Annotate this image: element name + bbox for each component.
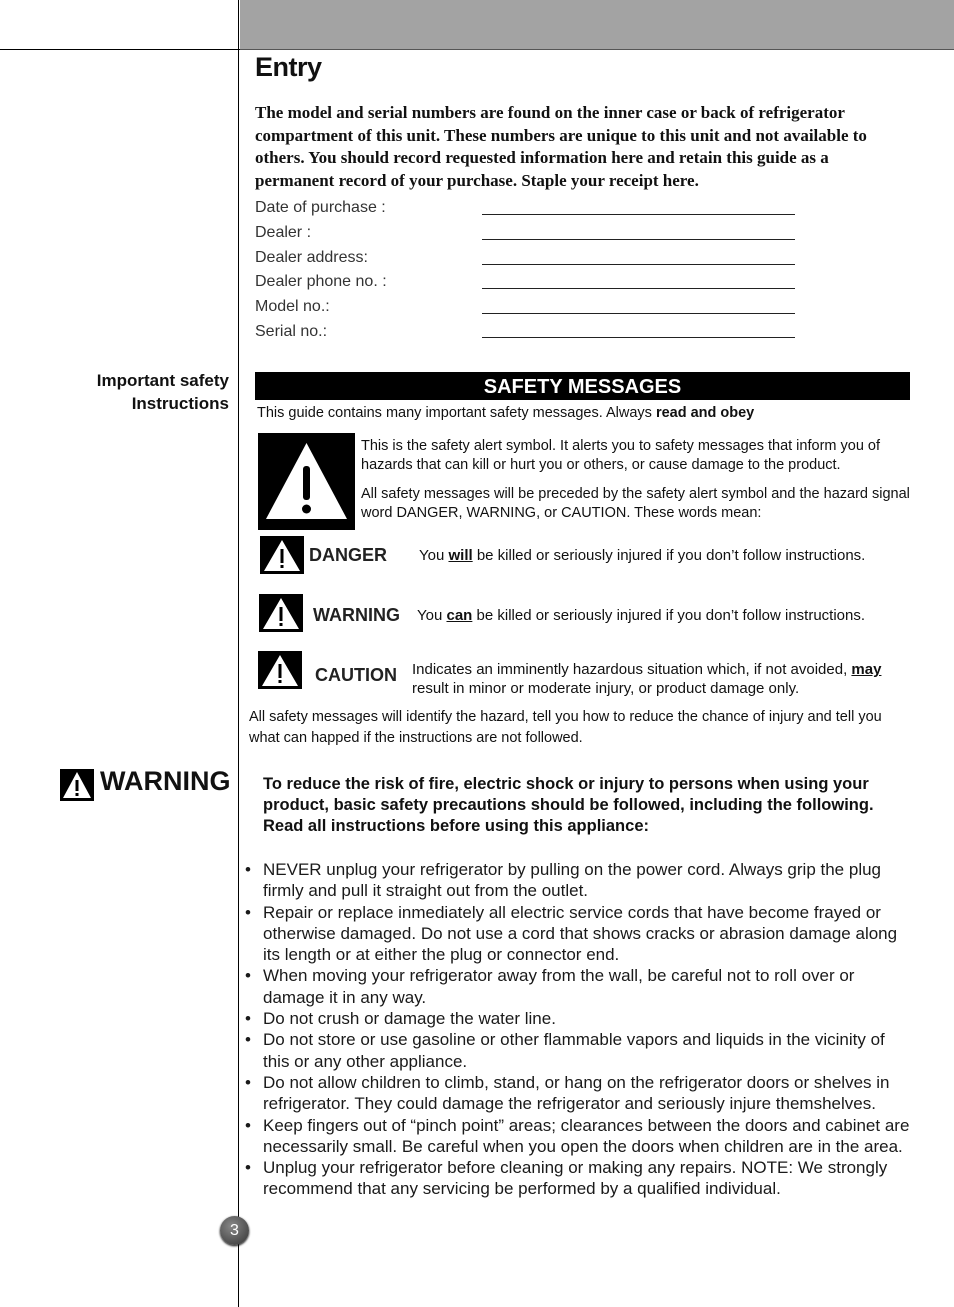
form-label-model: Model no.: [255, 298, 330, 315]
caution-post: result in minor or moderate injury, or product damage only. [412, 680, 800, 697]
sidebar-safety-line2: Instructions [131, 394, 229, 413]
danger-alert-icon [260, 536, 304, 574]
caution-description [412, 660, 892, 698]
form-label-dealer: Dealer : [255, 224, 312, 241]
danger-pre: You [419, 547, 449, 564]
danger-word: DANGER [309, 545, 388, 565]
form-line-phone [482, 288, 795, 289]
list-item [245, 859, 915, 902]
bullet-marker: • [245, 1158, 251, 1178]
bullet-marker: • [245, 1030, 251, 1050]
safety-alert-icon [258, 433, 355, 530]
header-rule [0, 49, 240, 50]
warning-intro: To reduce the risk of fire, electric shock or injury to persons when using your product, basic safety precautions should be followed, including the following. Read all instructions before using this appliance: [263, 775, 874, 835]
danger-description [419, 546, 919, 565]
safety-subtitle [257, 405, 754, 421]
warning-heading-icon [60, 769, 94, 801]
intro-paragraph: The model and serial numbers are found on the inner case or back of refrigerator compartment of this unit. These numbers are unique to this unit and not available to others. You should record requested information here and retain this guide as a permanent record of your purchase. Staple your receipt here. [255, 103, 867, 190]
list-item [245, 1157, 915, 1200]
page-number-badge: 3 [220, 1216, 249, 1245]
list-item-text: Do not crush or damage the water line. [263, 1009, 556, 1029]
list-item-text: Keep fingers out of “pinch point” areas; clearances between the doors and cabinet are necessarily small. Be careful when you open the doors when children are in the area. [263, 1115, 910, 1156]
safety-banner: SAFETY MESSAGES [255, 372, 910, 400]
warning-alert-icon [259, 594, 303, 632]
bullet-marker: • [245, 902, 251, 922]
warning-description [417, 606, 917, 625]
warning-list [245, 859, 915, 1200]
list-item [245, 965, 915, 1008]
caution-em: may [851, 661, 882, 678]
list-item-text: Do not store or use gasoline or other flammable vapors and liquids in the vicinity of this or any other appliance. [263, 1030, 885, 1071]
safety-summary: All safety messages will identify the hazard, tell you how to reduce the chance of injury and tell you what can happed if the instructions are not followed. [249, 709, 882, 746]
warning-word: WARNING [313, 605, 400, 625]
form-line-address [482, 264, 795, 265]
bullet-marker: • [245, 1115, 251, 1135]
sidebar-safety-line1: Important safety [96, 371, 229, 390]
list-item-text: Do not allow children to climb, stand, or hang on the refrigerator doors or shelves in refrigerator. They could damage the refrigerator and seriously injure themshelves. [263, 1072, 890, 1114]
bullet-marker: • [245, 860, 251, 879]
warning-heading-label: WARNING [100, 766, 231, 796]
warning-pre: You [417, 607, 447, 624]
danger-em: will [448, 547, 473, 564]
form-line-serial [482, 337, 795, 338]
safety-subtitle-plain: This guide contains many important safety messages. Always [257, 405, 656, 421]
form-label-date: Date of purchase : [255, 199, 386, 216]
form-line-date [482, 214, 795, 215]
form-label-serial: Serial no.: [255, 323, 328, 340]
alert-text-1: This is the safety alert symbol. It alerts you to safety messages that inform you of hazards that can kill or hurt you or others, or cause damage to the product. [361, 438, 880, 473]
bullet-marker: • [245, 1009, 251, 1029]
caution-word: CAUTION [315, 665, 397, 685]
margin-rule [238, 0, 239, 1307]
list-item-text: NEVER unplug your refrigerator by pulling on the power cord. Always grip the plug firmly and pull it straight out from the outlet. [263, 860, 882, 901]
list-item [245, 1115, 915, 1158]
warning-post: be killed or seriously injured if you don’t follow instructions. [472, 607, 866, 624]
list-item [245, 1072, 915, 1115]
form-line-dealer [482, 239, 795, 240]
form-label-phone: Dealer phone no. : [255, 273, 387, 290]
form-line-model [482, 313, 795, 314]
bullet-marker: • [245, 1072, 251, 1092]
header-bar [240, 0, 954, 50]
sidebar-safety-heading [20, 369, 229, 415]
alert-text-2: All safety messages will be preceded by the safety alert symbol and the hazard signal word DANGER, WARNING, or CAUTION. These words mean: [361, 486, 910, 521]
list-item [245, 1029, 915, 1072]
danger-post: be killed or seriously injured if you don’t follow instructions. [472, 547, 866, 564]
list-item [245, 902, 915, 966]
caution-pre: Indicates an imminently hazardous situation which, if not avoided, [412, 661, 852, 678]
list-item [245, 1008, 915, 1029]
page-title: Entry [255, 52, 322, 82]
caution-alert-icon [258, 651, 302, 689]
list-item-text: When moving your refrigerator away from the wall, be careful not to roll over or damage it in any way. [263, 966, 855, 1007]
bullet-marker: • [245, 966, 251, 986]
list-item-text: Repair or replace inmediately all electric service cords that have become frayed or otherwise damaged. Do not use a cord that shows cracks or abrasion damage along its length or at either the plug or connector end. [263, 902, 898, 965]
safety-subtitle-bold: read and obey [655, 405, 755, 421]
list-item-text: Unplug your refrigerator before cleaning or making any repairs. NOTE: We strongly recommend that any servicing be performed by a qualified individual. [263, 1158, 888, 1199]
warning-em: can [446, 607, 473, 624]
form-label-address: Dealer address: [255, 249, 368, 266]
